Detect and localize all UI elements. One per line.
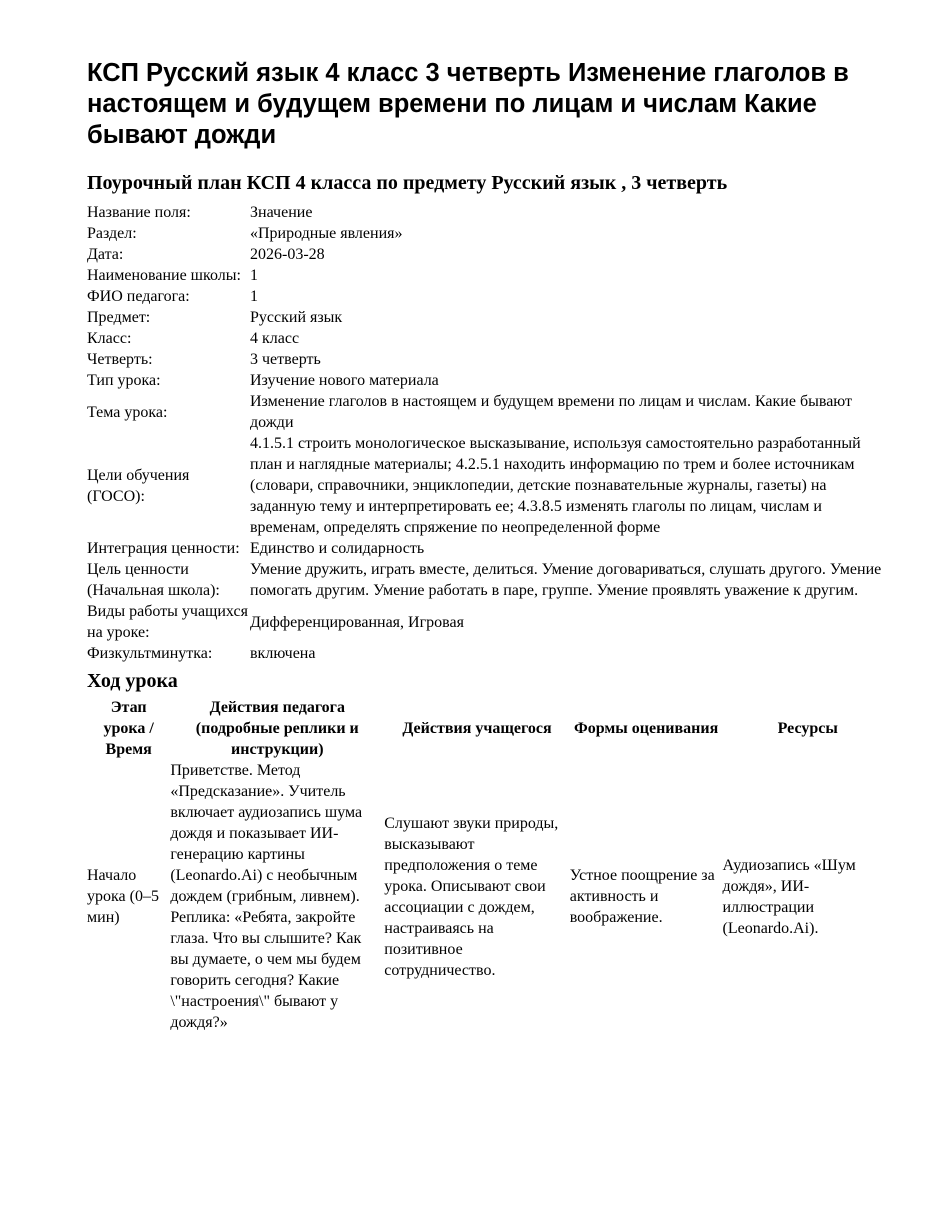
lesson-cell-assessment: Устное поощрение за активность и воображение.: [569, 867, 715, 926]
header-resources: Ресурсы: [777, 720, 838, 737]
info-row: [87, 202, 893, 223]
info-row: [87, 538, 893, 559]
info-value: 4 класс: [250, 330, 300, 347]
lesson-cell-resources: Аудиозапись «Шум дождя», ИИ-иллюстрации (Leonardo.Ai).: [722, 856, 856, 937]
header-assessment: Формы оценивания: [573, 720, 719, 737]
info-key: Четверть:: [87, 351, 153, 368]
lesson-cell-student: Слушают звуки природы, высказывают предположения о теме урока. Описывают свои ассоциации с дождем, настраиваясь на позитивное сотрудничество.: [384, 814, 559, 979]
header-student: Действия учащегося: [402, 720, 552, 737]
header-stage: Этап урока / Время: [103, 699, 154, 758]
info-row: [87, 328, 893, 349]
info-key: Предмет:: [87, 309, 151, 326]
info-key: Цель ценности (Начальная школа):: [87, 561, 220, 599]
info-key: Класс:: [87, 330, 132, 347]
info-key: Раздел:: [87, 225, 137, 242]
document-subtitle: Поурочный план КСП 4 класса по предмету Русский язык , 3 четверть: [87, 172, 728, 194]
info-value: Изучение нового материала: [250, 372, 439, 389]
lesson-row: [87, 760, 893, 1033]
info-row: [87, 223, 893, 244]
info-row: [87, 433, 893, 538]
info-key: Наименование школы:: [87, 267, 241, 284]
lesson-cell-teacher: Приветстве. Метод «Предсказание». Учитель включает аудиозапись шума дождя и показывает ИИ-генерацию картины (Leonardo.Ai) с необычным дождем (грибным, ливнем). Реплика: «Ребята, закройте глаза. Что вы слышите? Как вы думаете, о чем мы будем говорить сегодня? Какие \"настроения\" бывают у дождя?»: [170, 762, 363, 1031]
info-value: 1: [250, 267, 258, 284]
info-value: Умение дружить, играть вместе, делиться. Умение договариваться, слушать другого. Умение помогать другим. Умение работать в паре, группе. Умение проявлять уважение к другим.: [250, 561, 882, 599]
info-row: [87, 559, 893, 601]
info-table: [87, 202, 893, 664]
info-row: [87, 286, 893, 307]
info-value: включена: [250, 645, 316, 662]
info-row: [87, 391, 893, 433]
lesson-header-row: [87, 697, 893, 760]
header-teacher: Действия педагога (подробные реплики и инструкции): [195, 699, 359, 758]
info-key: Тема урока:: [87, 403, 168, 421]
info-value: 3 четверть: [250, 351, 321, 368]
info-key: ФИО педагога:: [87, 288, 190, 305]
info-row: [87, 370, 893, 391]
info-row: [87, 643, 893, 664]
document-page: [87, 58, 893, 1033]
lesson-cell-stage: Начало урока (0–5 мин): [87, 867, 159, 926]
info-row: [87, 244, 893, 265]
info-value: Дифференцированная, Игровая: [250, 613, 464, 631]
info-key: Физкультминутка:: [87, 645, 213, 662]
info-value: Значение: [250, 204, 313, 221]
info-row: [87, 601, 893, 643]
info-value: Русский язык: [250, 309, 343, 326]
info-key: Цели обучения (ГОСО):: [87, 466, 190, 505]
lesson-heading: Ход урока: [87, 670, 178, 692]
info-row: [87, 349, 893, 370]
info-key: Интеграция ценности:: [87, 540, 240, 557]
lesson-table: [87, 697, 893, 1033]
info-value: Изменение глаголов в настоящем и будущем времени по лицам и числам. Какие бывают дожди: [250, 393, 853, 431]
info-value: Единство и солидарность: [250, 540, 425, 557]
info-key: Виды работы учащихся на уроке:: [87, 603, 248, 641]
info-key: Дата:: [87, 246, 124, 263]
info-row: [87, 265, 893, 286]
info-value: 1: [250, 288, 258, 305]
info-row: [87, 307, 893, 328]
info-key: Название поля:: [87, 204, 191, 221]
document-title: КСП Русский язык 4 класс 3 четверть Изменение глаголов в настоящем и будущем времени по лицам и числам Какие бывают дожди: [87, 59, 849, 149]
info-value: «Природные явления»: [250, 225, 403, 242]
info-key: Тип урока:: [87, 372, 161, 389]
info-value: 2026-03-28: [250, 246, 325, 263]
info-value: 4.1.5.1 строить монологическое высказывание, используя самостоятельно разработанный план и наглядные материалы; 4.2.5.1 находить информацию по трем и более источникам (словари, справочники, энциклопедии, детские познавательные журналы, газеты) на заданную тему и интерпретировать ее; 4.3.8.5 изменять глаголы по лицам, числам и временам, определять спряжение по неопределенной форме: [250, 435, 861, 536]
